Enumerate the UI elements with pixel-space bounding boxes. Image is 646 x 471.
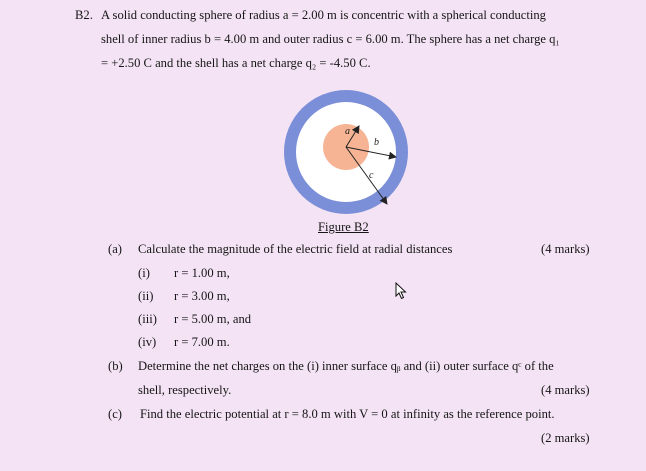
mouse-pointer-icon [395,282,407,300]
part-a-item-label: (iii) [138,312,157,326]
intro-line-2: shell of inner radius b = 4.00 m and outer radius c = 6.00 m. The sphere has a net charge q₁ [101,32,560,46]
part-b-line-2: shell, respectively. [138,383,232,397]
part-a-item-label: (iv) [138,335,157,349]
figure-caption: Figure B2 [318,220,369,234]
part-b-label: (b) [108,359,123,373]
part-b-marks: (4 marks) [541,383,590,397]
label-b: b [374,137,379,148]
part-c-marks: (2 marks) [541,431,590,445]
intro-line-3: = +2.50 C and the shell has a net charge q₂ = -4.50 C. [101,56,371,70]
part-a-item-text: r = 7.00 m. [174,335,230,349]
concentric-sphere-figure [279,85,413,219]
intro-line-1: A solid conducting sphere of radius a = 2.00 m is concentric with a spherical conducting [101,8,546,22]
part-a-item-text: r = 5.00 m, and [174,312,252,326]
part-a-item-text: r = 1.00 m, [174,266,230,280]
label-c: c [369,170,374,181]
label-a: a [345,126,350,137]
part-a-label: (a) [108,242,122,256]
part-c-text: Find the electric potential at r = 8.0 m with V = 0 at infinity as the reference point. [140,407,555,421]
part-a-item-text: r = 3.00 m, [174,289,230,303]
part-b-line-1: Determine the net charges on the (i) inner surface qᵦ and (ii) outer surface qᶜ of the [138,359,554,373]
part-a-marks: (4 marks) [541,242,590,256]
part-c-label: (c) [108,407,122,421]
part-a-text: Calculate the magnitude of the electric field at radial distances [138,242,453,256]
part-a-item-label: (i) [138,266,150,280]
question-number: B2. [75,8,93,22]
part-a-item-label: (ii) [138,289,154,303]
